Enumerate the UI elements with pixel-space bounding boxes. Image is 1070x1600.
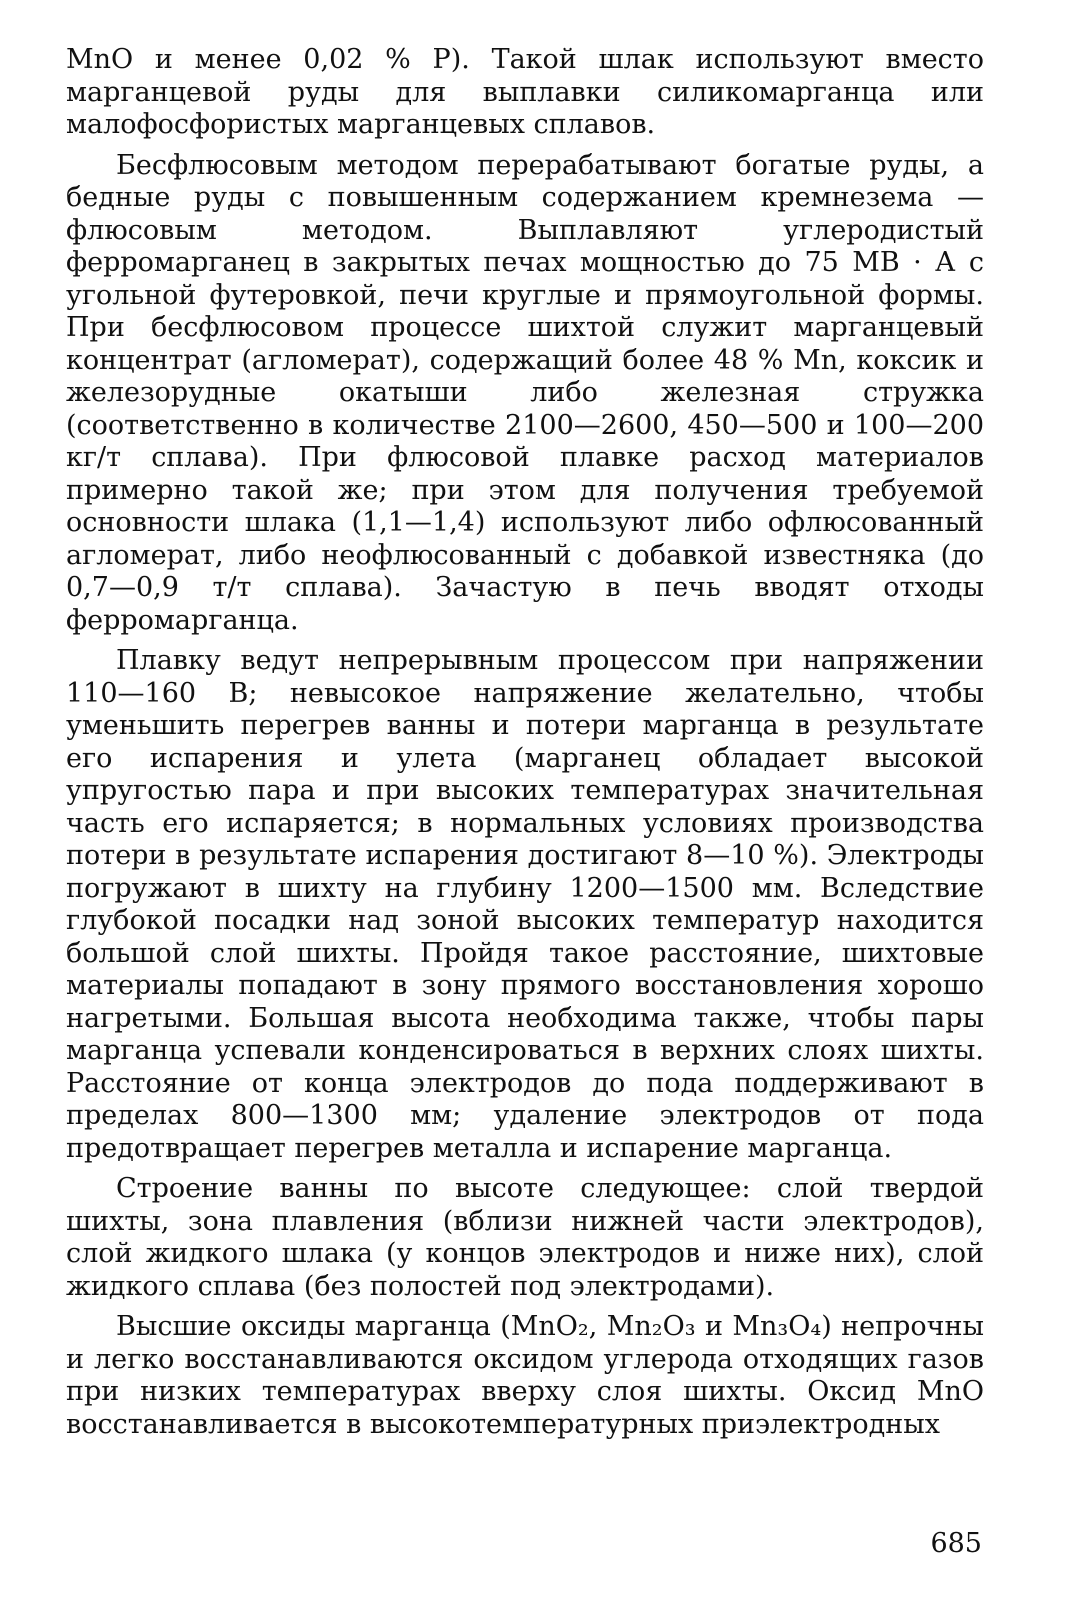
paragraph-continuation: MnO и менее 0,02 % P). Такой шлак используют вместо марганцевой руды для выплавки силикомарганца или малофосфористых марганцевых сплавов.	[66, 44, 984, 140]
paragraph-smelting-process: Плавку ведут непрерывным процессом при напряжении 110—160 В; невысокое напряжение желательно, чтобы уменьшить перегрев ванны и потери марганца в результате его испарения и улета (марганец обладает высокой упругостью пара и при высоких температурах значительная часть его испаряется; в нормальных условиях производства потери в результате испарения достигают 8—10 %). Электроды погружают в шихту на глубину 1200—1500 мм. Вследствие глубокой посадки над зоной высоких температур находится большой слой шихты. Пройдя такое расстояние, шихтовые материалы попадают в зону прямого восстановления хорошо нагретыми. Большая высота необходима также, чтобы пары марганца успевали конденсироваться в верхних слоях шихты. Расстояние от конца электродов до пода поддерживают в пределах 800—1300 мм; удаление электродов от пода предотвращает перегрев металла и испарение марганца.	[66, 645, 984, 1164]
paragraph-higher-oxides: Высшие оксиды марганца (MnO₂, Mn₂O₃ и Mn₃O₄) непрочны и легко восстанавливаются оксидом углерода отходящих газов при низких температурах вверху слоя шихты. Оксид MnO восстанавливается в высокотемпературных приэлектродных	[66, 1311, 984, 1440]
page-number: 685	[930, 1528, 982, 1559]
paragraph-bath-structure: Строение ванны по высоте следующее: слой твердой шихты, зона плавления (вблизи нижней части электродов), слой жидкого шлака (у концов электродов и ниже них), слой жидкого сплава (без полостей под электродами).	[66, 1173, 984, 1302]
page-body	[66, 44, 984, 1449]
paragraph-fluxless-method: Бесфлюсовым методом перерабатывают богатые руды, а бедные руды с повышенным содержанием кремнезема — флюсовым методом. Выплавляют углеродистый ферромарганец в закрытых печах мощностью до 75 МВ · А с угольной футеровкой, печи круглые и прямоугольной формы. При бесфлюсовом процессе шихтой служит марганцевый концентрат (агломерат), содержащий более 48 % Mn, коксик и железорудные окатыши либо железная стружка (соответственно в количестве 2100—2600, 450—500 и 100—200 кг/т сплава). При флюсовой плавке расход материалов примерно такой же; при этом для получения требуемой основности шлака (1,1—1,4) используют либо офлюсованный агломерат, либо неофлюсованный с добавкой известняка (до 0,7—0,9 т/т сплава). Зачастую в печь вводят отходы ферромарганца.	[66, 149, 984, 636]
